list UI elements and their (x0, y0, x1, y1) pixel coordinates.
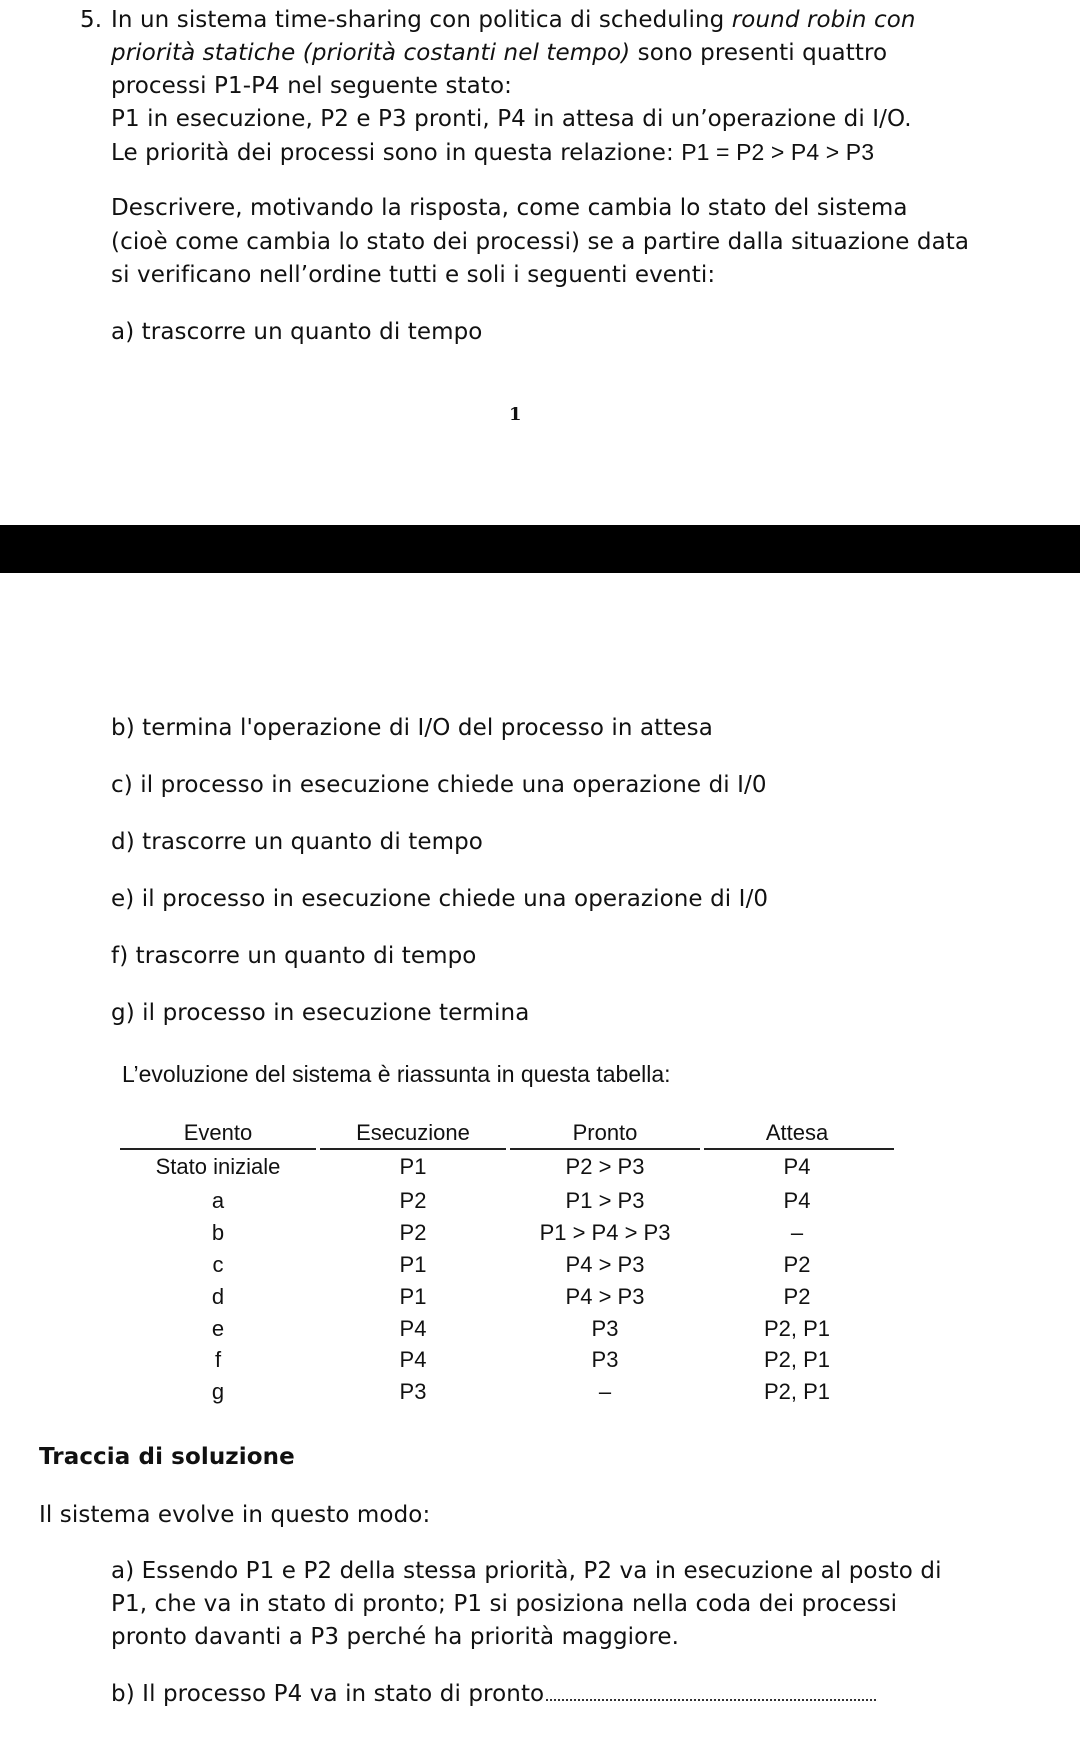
solution-a-line-2: P1, che va in stato di pronto; P1 si posiziona nella coda dei processi (111, 1591, 898, 1617)
table-header-rule-4 (704, 1148, 894, 1150)
table-cell-attesa: P2, P1 (763, 1379, 831, 1404)
table-header-evento: Evento (183, 1120, 253, 1145)
table-cell-pronto: P1 > P4 > P3 (539, 1220, 671, 1245)
table-cell-attesa: P2, P1 (763, 1347, 831, 1372)
question-line-1-plain: In un sistema time-sharing con politica di scheduling (111, 7, 732, 33)
table-cell-attesa: P4 (783, 1188, 811, 1213)
table-cell-esecuzione: P1 (399, 1284, 427, 1309)
table-cell-attesa: P2 (783, 1252, 811, 1277)
table-cell-pronto: P4 > P3 (565, 1284, 645, 1309)
solution-intro: Il sistema evolve in questo modo: (39, 1502, 431, 1528)
event-c: c) il processo in esecuzione chiede una operazione di I/0 (111, 772, 767, 798)
table-cell-esecuzione: P1 (399, 1252, 427, 1277)
table-cell-esecuzione: P1 (399, 1154, 427, 1179)
table-cell-evento: c (212, 1252, 224, 1277)
table-cell-esecuzione: P2 (399, 1220, 427, 1245)
table-header-esecuzione: Esecuzione (356, 1120, 470, 1145)
question-line-5 (111, 136, 874, 170)
table-cell-pronto: P3 (591, 1316, 619, 1341)
table-header-rule-1 (120, 1148, 316, 1150)
table-cell-attesa: P4 (783, 1154, 811, 1179)
table-cell-esecuzione: P4 (399, 1347, 427, 1372)
table-cell-evento: g (211, 1379, 225, 1404)
table-cell-evento: f (214, 1347, 222, 1372)
question-line-2 (111, 37, 887, 70)
table-cell-pronto: P1 > P3 (565, 1188, 645, 1213)
question-line-2-italic: priorità statiche (priorità costanti nel tempo) (111, 40, 631, 66)
table-header-pronto: Pronto (572, 1120, 638, 1145)
table-cell-esecuzione: P2 (399, 1188, 427, 1213)
table-cell-pronto: P4 > P3 (565, 1252, 645, 1277)
table-header-attesa: Attesa (765, 1120, 829, 1145)
page-number: 1 (509, 404, 522, 425)
solution-b-line-1 (111, 1678, 876, 1711)
event-d: d) trascorre un quanto di tempo (111, 829, 483, 855)
question-line-3: processi P1-P4 nel seguente stato: (111, 73, 512, 99)
page-break-band (0, 525, 1080, 573)
table-cell-evento: Stato iniziale (155, 1154, 281, 1179)
priority-text: Le priorità dei processi sono in questa relazione: (111, 140, 682, 166)
event-b: b) termina l'operazione di I/O del processo in attesa (111, 715, 713, 741)
solution-a-line-3: pronto davanti a P3 perché ha priorità maggiore. (111, 1624, 680, 1650)
description-line-1: Descrivere, motivando la risposta, come cambia lo stato del sistema (111, 195, 908, 221)
table-intro: L’evoluzione del sistema è riassunta in questa tabella: (122, 1061, 671, 1087)
description-line-2: (cioè come cambia lo stato dei processi) se a partire dalla situazione data (111, 229, 970, 255)
table-cell-pronto: – (598, 1379, 612, 1404)
question-line-1 (111, 4, 916, 37)
description-line-3: si verificano nell’ordine tutti e soli i seguenti eventi: (111, 262, 716, 288)
table-cell-evento: b (211, 1220, 225, 1245)
table-header-rule-3 (510, 1148, 700, 1150)
event-g: g) il processo in esecuzione termina (111, 1000, 530, 1026)
table-cell-pronto: P3 (591, 1347, 619, 1372)
question-line-1-italic: round robin con (731, 7, 916, 33)
event-e: e) il processo in esecuzione chiede una operazione di I/0 (111, 886, 769, 912)
event-a: a) trascorre un quanto di tempo (111, 319, 483, 345)
table-cell-attesa: P2, P1 (763, 1316, 831, 1341)
table-cell-attesa: – (790, 1220, 804, 1245)
priority-formula: P1 = P2 > P4 > P3 (681, 139, 875, 165)
table-cell-esecuzione: P4 (399, 1316, 427, 1341)
solution-heading: Traccia di soluzione (39, 1444, 295, 1470)
table-cell-attesa: P2 (783, 1284, 811, 1309)
question-line-2-plain: sono presenti quattro (630, 40, 888, 66)
table-cell-esecuzione: P3 (399, 1379, 427, 1404)
event-f: f) trascorre un quanto di tempo (111, 943, 477, 969)
question-number: 5. (80, 7, 103, 33)
solution-a-line-1: a) Essendo P1 e P2 della stessa priorità, P2 va in esecuzione al posto di (111, 1558, 942, 1584)
table-cell-evento: a (211, 1188, 225, 1213)
table-cell-evento: d (211, 1284, 225, 1309)
table-cell-evento: e (211, 1316, 225, 1341)
table-cell-pronto: P2 > P3 (565, 1154, 645, 1179)
question-line-4: P1 in esecuzione, P2 e P3 pronti, P4 in attesa di un’operazione di I/O. (111, 106, 912, 132)
dotted-leader (546, 1697, 876, 1701)
solution-b-text: b) Il processo P4 va in stato di pronto (111, 1681, 545, 1707)
table-header-rule-2 (320, 1148, 506, 1150)
